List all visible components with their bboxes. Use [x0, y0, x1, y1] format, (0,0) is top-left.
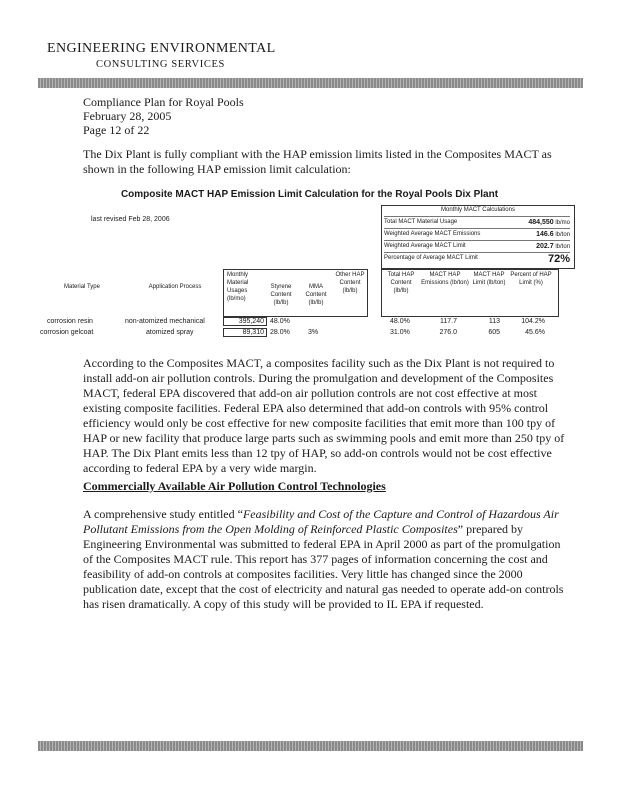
row2-usage: 89,310 — [223, 328, 267, 337]
row1-styrene: 48.0% — [270, 318, 290, 325]
footer-rule — [38, 741, 583, 751]
row2-total: 31.0% — [390, 329, 410, 336]
col-other-hap: Other HAP Content (lb/lb) — [335, 272, 365, 294]
summary-value: 202.7 lb/ton — [536, 243, 570, 250]
col-total-hap: Total HAP Content (lb/lb) — [387, 272, 415, 294]
row1-process: non-atomized mechanical — [125, 318, 205, 325]
row2-material: corrosion gelcoat — [40, 329, 94, 336]
summary-title: Monthly MACT Calculations — [441, 207, 515, 213]
document-date: February 28, 2005 — [83, 109, 172, 123]
company-division: CONSULTING SERVICES — [96, 59, 225, 70]
summary-row — [384, 240, 570, 252]
summary-row — [384, 216, 570, 228]
row2-mma: 3% — [308, 329, 319, 336]
summary-percent-value: 72% — [547, 253, 570, 265]
page-number: Page 12 of 22 — [83, 123, 150, 137]
row2-limit: 605 — [488, 329, 500, 336]
row1-material: corrosion resin — [47, 318, 93, 325]
company-name: ENGINEERING ENVIRONMENTAL — [47, 41, 276, 56]
col-material: Material Type — [64, 284, 100, 290]
intro-paragraph: The Dix Plant is fully compliant with the HAP emission limits listed in the Composites MACT as shown in the following HAP emission limit calculation: — [83, 147, 552, 176]
last-revised-note: last revised Feb 28, 2006 — [91, 216, 170, 223]
col-percent-limit: Percent of HAP Limit (%) — [510, 272, 552, 286]
row2-styrene: 28.0% — [270, 329, 290, 336]
row1-usage: 395,240 — [223, 317, 267, 326]
col-process: Application Process — [148, 284, 202, 290]
row1-limit: 113 — [488, 318, 500, 325]
summary-value: 484,550 lb/mo — [528, 219, 570, 226]
study-paragraph: A comprehensive study entitled “Feasibility and Cost of the Capture and Control of Hazardous Air Pollutant Emissions from the Open Molding of Reinforced Plastic Composites” prepared by Engineering Environmental was submitted to federal EPA in April 2000 as part of the promulgation of the Composites MACT rule. This report has 377 pages of information concerning the cost and feasibility of add-on controls at composites facilities. Very little has changed since the 2000 publication date, except that the cost of electricity and natural gas needed to operate add-on controls has risen dramatically. A copy of this study will be provided to IL EPA if requested. — [83, 507, 564, 611]
col-mact-limit: MACT HAP Limit (lb/ton) — [472, 272, 506, 286]
row2-emissions: 276.0 — [439, 329, 457, 336]
summary-label: Weighted Average MACT Limit — [384, 243, 466, 249]
col-mma: MMA Content (lb/lb) — [305, 284, 327, 306]
study-title: Feasibility and Cost of the Capture and Control of Hazardous Air Pollutant Emissions from the Open Molding of Reinforced Plastic Composites — [83, 507, 559, 536]
row1-total: 48.0% — [390, 318, 410, 325]
summary-value: 146.6 lb/ton — [536, 231, 570, 238]
row2-process: atomized spray — [146, 329, 194, 336]
col-mact-emissions: MACT HAP Emissions (lb/ton) — [421, 272, 469, 286]
section-heading: Commercially Available Air Pollution Control Technologies — [83, 479, 386, 493]
summary-label: Weighted Average MACT Emissions — [384, 231, 481, 237]
macts-paragraph: According to the Composites MACT, a composites facility such as the Dix Plant is not required to install add-on air pollution controls. During the promulgation and development of the Composites MACT, federal EPA discovered that add-on air pollution controls are not cost effective at most existing composite facilities. Federal EPA also determined that add-on controls with 95% control efficiency would only be cost effective for new composite facilities that emit more than 100 tpy of HAP or new facility that produce large parts such as swimming pools and emit more than 250 tpy of HAP. The Dix Plant emits less than 12 tpy of HAP, so add-on controls would not be cost effective according to federal EPA by a very wide margin. — [83, 356, 565, 475]
document-title: Compliance Plan for Royal Pools — [83, 95, 244, 109]
row1-emissions: 117.7 — [440, 318, 457, 325]
table-title: Composite MACT HAP Emission Limit Calculation for the Royal Pools Dix Plant — [120, 189, 499, 200]
col-usage: Monthly Material Usages (lb/mo) — [227, 272, 249, 302]
col-styrene: Styrene Content (lb/lb) — [270, 284, 292, 306]
summary-label: Percentage of Average MACT Limit — [384, 255, 478, 261]
summary-label: Total MACT Material Usage — [384, 219, 458, 225]
row2-percent: 45.6% — [525, 329, 545, 336]
summary-row — [384, 228, 570, 240]
row1-percent: 104.2% — [521, 318, 545, 325]
header-rule — [38, 78, 583, 88]
monthly-summary-box — [381, 205, 575, 269]
summary-row — [384, 252, 570, 267]
